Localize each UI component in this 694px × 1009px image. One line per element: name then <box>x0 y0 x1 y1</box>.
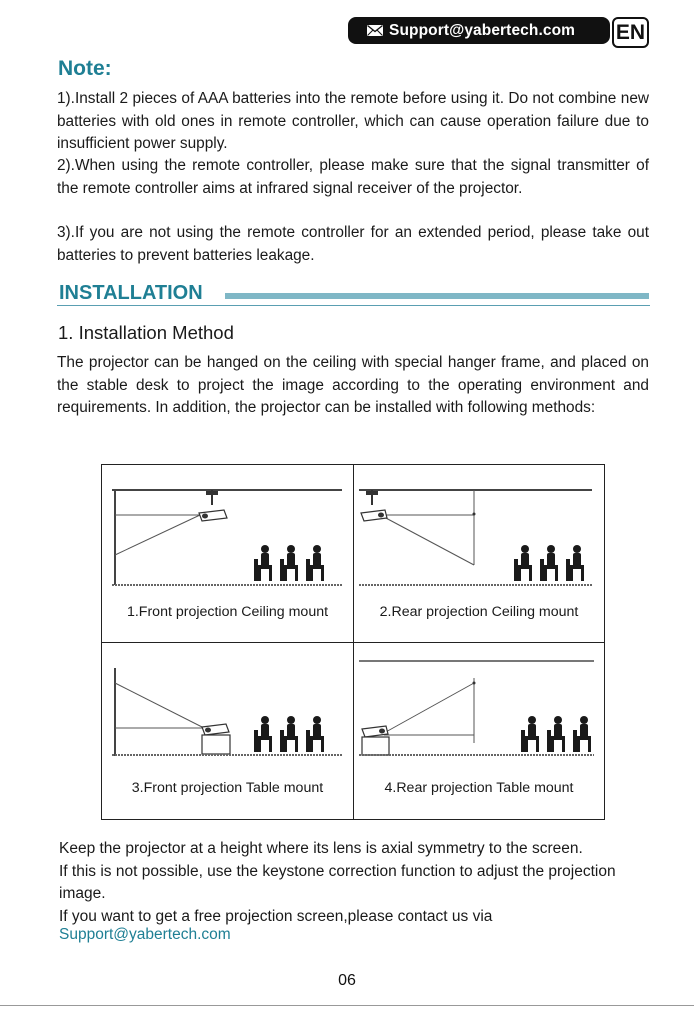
support-email-link[interactable]: Support@yabertech.com <box>59 926 231 943</box>
method-caption-1: 1.Front projection Ceiling mount <box>126 604 329 620</box>
closing-text <box>59 838 654 928</box>
language-badge: EN <box>612 17 649 48</box>
page-bottom-rule <box>0 1005 694 1006</box>
method-cell-rear-table <box>354 643 604 819</box>
section-heading-bar <box>225 293 649 299</box>
method-cell-front-table <box>102 643 354 819</box>
closing-line-keystone: If this is not possible, use the keystone correction function to adjust the projection image. <box>59 862 616 902</box>
installation-heading: INSTALLATION <box>59 282 203 304</box>
note-item-1: 1).Install 2 pieces of AAA batteries into the remote before using it. Do not combine new batteries with old ones in remote controller, which can cause operation failure due to insufficient power supply. <box>57 90 649 153</box>
method-cell-rear-ceiling <box>354 465 604 643</box>
note-title: Note: <box>58 57 112 80</box>
note-item-2: 2).When using the remote controller, please make sure that the signal transmitter of the remote controller aims at infrared signal receiver of the projector. <box>57 157 649 197</box>
method-caption-2: 2.Rear projection Ceiling mount <box>379 604 579 620</box>
method-caption-4: 4.Rear projection Table mount <box>384 780 574 796</box>
section-heading-rule <box>57 305 650 306</box>
closing-line-contact: If you want to get a free projection screen,please contact us via <box>59 907 493 925</box>
note-item-3: 3).If you are not using the remote controller for an extended period, please take out batteries to prevent batteries leakage. <box>57 224 649 264</box>
method-cell-front-ceiling <box>102 465 354 643</box>
support-email-text: Support@yabertech.com <box>389 21 576 39</box>
closing-line-axial: Keep the projector at a height where its lens is axial symmetry to the screen. <box>59 840 583 857</box>
mail-icon <box>367 25 383 36</box>
installation-method-text: The projector can be hanged on the ceiling with special hanger frame, and placed on the stable desk to project the image according to the operating environment and requirements. In addition, the projector can be installed with following methods: <box>57 354 649 417</box>
method-caption-3: 3.Front projection Table mount <box>131 780 324 796</box>
installation-method-title: 1. Installation Method <box>58 322 234 343</box>
page-number: 06 <box>338 972 356 989</box>
support-email-badge <box>348 17 610 44</box>
installation-methods-grid <box>101 464 605 820</box>
